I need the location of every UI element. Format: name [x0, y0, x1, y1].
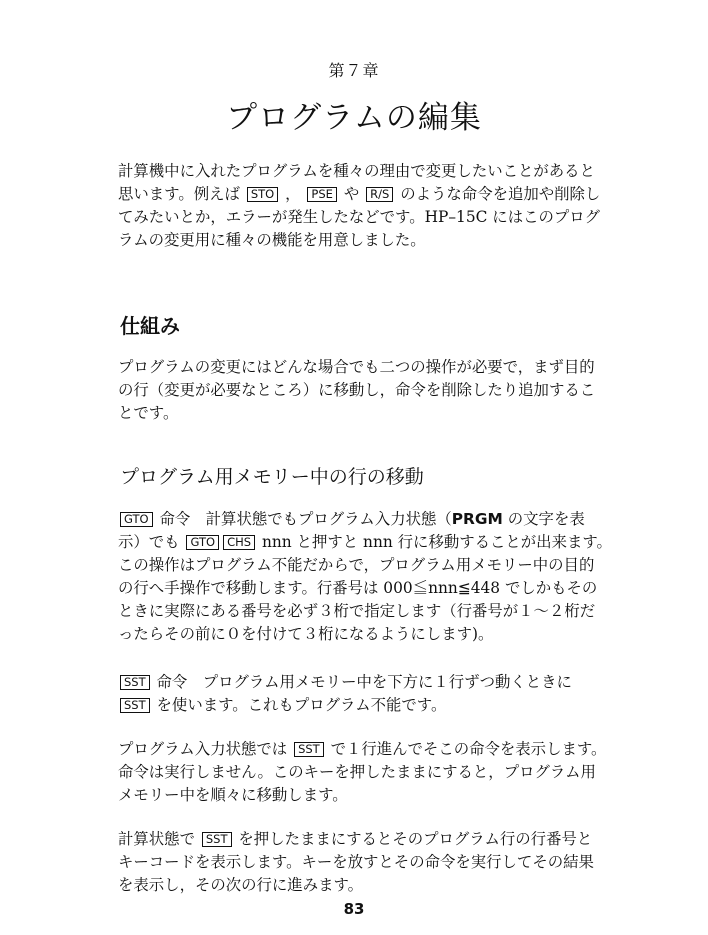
section1-line-3: とです。: [118, 404, 179, 422]
sst-key: SST: [202, 832, 232, 847]
gto-text: 示）でも: [118, 533, 180, 551]
chapter-title: プログラムの編集: [226, 100, 482, 136]
section1-line-1: プログラムの変更にはどんな場合でも二つの操作が必要で，まず目的: [118, 358, 595, 376]
sst-line-2: [118, 694, 446, 716]
sst-text: 命令 プログラム用メモリー中を下方に１行ずつ動くときに: [156, 673, 572, 691]
gto-text: nnn と押すと nnn 行に移動することが出来ます。: [261, 533, 612, 551]
gto-line-6: ったらその前に０を付けて３桁になるようにします)。: [118, 625, 494, 643]
p4-line-2: キーコードを表示します。キーを放すとその命令を実行してその結果: [118, 853, 594, 871]
intro-line-1: 計算機中に入れたプログラムを種々の理由で変更したいことがあると: [118, 162, 595, 180]
chs-key: CHS: [223, 535, 255, 550]
p3-text: で１行進んでそこの命令を表示します。: [330, 740, 607, 758]
rs-key: R/S: [366, 187, 393, 202]
sst-key: SST: [120, 675, 150, 690]
intro-line-4: ラムの変更用に種々の機能を用意しました。: [118, 231, 426, 249]
p3-line-2: 命令は実行しません。このキーを押したままにすると，プログラム用: [118, 763, 596, 781]
intro-line-2: [118, 183, 600, 205]
intro-line-3: てみたいとか，エラーが発生したなどです。HP–15C にはこのプログ: [118, 208, 601, 226]
p4-line-3: を表示し，その次の行に進みます。: [118, 876, 364, 894]
sst-line-1: [118, 671, 572, 693]
p3-line-3: メモリー中を順々に移動します。: [118, 786, 348, 804]
intro-text: のような命令を追加や削除し: [400, 185, 601, 203]
gto-text: 命令 計算状態でもプログラム入力状態（: [159, 510, 452, 528]
sto-key: STO: [247, 187, 278, 202]
p3-line-1: [118, 738, 606, 760]
intro-text: 思います。例えば: [118, 185, 240, 203]
sst-key: SST: [120, 698, 150, 713]
gto-line-5: ときに実際にある番号を必ず３桁で指定します（行番号が１～２桁だ: [118, 602, 596, 620]
p4-text: を押したままにするとそのプログラム行の行番号と: [238, 830, 593, 848]
gto-line-2: [118, 531, 612, 553]
section1-line-2: の行（変更が必要なところ）に移動し，命令を削除したり追加するこ: [118, 381, 596, 399]
gto-key: GTO: [120, 512, 153, 527]
sst-text: を使います。これもプログラム不能です。: [156, 696, 447, 714]
page-number: 83: [343, 900, 365, 918]
gto-text: の文字を表: [507, 510, 585, 528]
section-heading-mechanism: 仕組み: [120, 314, 180, 338]
gto-line-3: この操作はプログラム不能だからで，プログラム用メモリー中の目的: [118, 556, 595, 574]
gto-line-4: の行へ手操作で移動します。行番号は 000≦nnn≦448 でしかもその: [118, 579, 598, 597]
gto-line-1: [118, 508, 585, 530]
p4-line-1: [118, 828, 592, 850]
p4-text: 計算状態で: [118, 830, 195, 848]
pse-key: PSE: [307, 187, 337, 202]
p3-text: プログラム入力状態では: [118, 740, 288, 758]
gto-key: GTO: [186, 535, 219, 550]
separator: ，: [285, 185, 301, 203]
section-heading-line-move: プログラム用メモリー中の行の移動: [120, 466, 424, 488]
sst-key: SST: [294, 742, 324, 757]
prgm-annunciator: PRGM: [451, 510, 503, 528]
chapter-label: 第７章: [328, 61, 380, 80]
separator: や: [343, 185, 360, 203]
